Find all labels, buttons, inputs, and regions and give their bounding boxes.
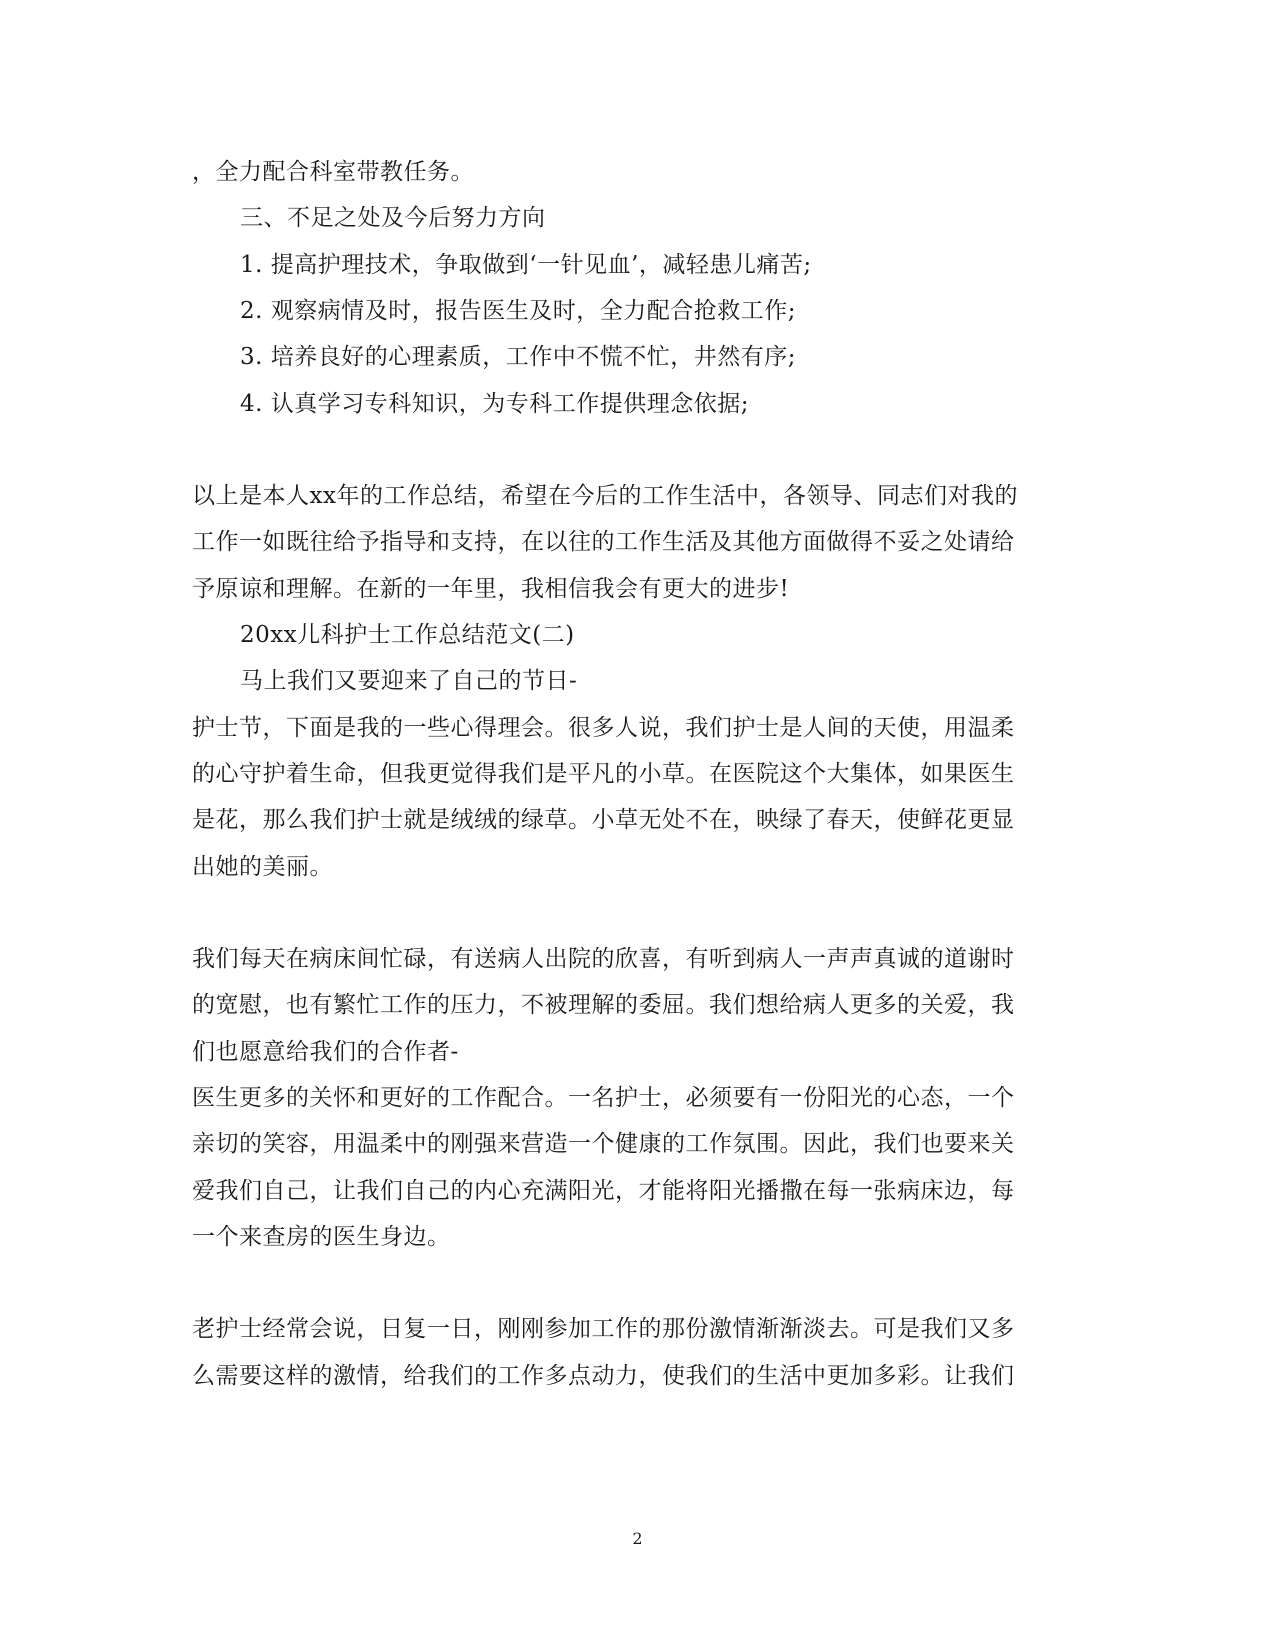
text-line: ，全力配合科室带教任务。	[192, 159, 474, 185]
text-line: 们也愿意给我们的合作者-	[192, 1039, 459, 1065]
text-line: 护士节，下面是我的一些心得理会。很多人说，我们护士是人间的天使，用温柔	[192, 715, 1015, 741]
list-item: 4. 认真学习专科知识，为专科工作提供理念依据;	[240, 391, 750, 417]
text-line: 是花，那么我们护士就是绒绒的绿草。小草无处不在，映绿了春天，使鲜花更显	[192, 807, 1015, 833]
section-heading: 三、不足之处及今后努力方向	[240, 205, 546, 231]
page-number: 2	[632, 1529, 643, 1548]
text-line: 的宽慰，也有繁忙工作的压力，不被理解的委屈。我们想给病人更多的关爱，我	[192, 992, 1015, 1018]
text-line: 我们每天在病床间忙碌，有送病人出院的欣喜，有听到病人一声声真诚的道谢时	[192, 946, 1015, 972]
text-line: 医生更多的关怀和更好的工作配合。一名护士，必须要有一份阳光的心态，一个	[192, 1085, 1015, 1111]
text-line: 老护士经常会说，日复一日，刚刚参加工作的那份激情渐渐淡去。可是我们又多	[192, 1316, 1015, 1342]
text-line: 么需要这样的激情，给我们的工作多点动力，使我们的生活中更加多彩。让我们	[192, 1363, 1015, 1389]
text-line: 亲切的笑容，用温柔中的刚强来营造一个健康的工作氛围。因此，我们也要来关	[192, 1131, 1015, 1157]
text-line: 工作一如既往给予指导和支持，在以往的工作生活及其他方面做得不妥之处请给	[192, 529, 1015, 555]
section-title: 20xx儿科护士工作总结范文(二)	[240, 622, 575, 648]
text-line: 以上是本人xx年的工作总结，希望在今后的工作生活中，各领导、同志们对我的	[192, 483, 1018, 509]
text-line: 一个来查房的医生身边。	[192, 1224, 451, 1250]
text-line: 马上我们又要迎来了自己的节日-	[240, 668, 578, 694]
text-line: 出她的美丽。	[192, 854, 333, 880]
list-item: 1. 提高护理技术，争取做到‘一针见血’，减轻患儿痛苦;	[240, 252, 812, 278]
text-line: 予原谅和理解。在新的一年里，我相信我会有更大的进步!	[192, 576, 790, 602]
list-item: 3. 培养良好的心理素质，工作中不慌不忙，井然有序;	[240, 344, 797, 370]
text-line: 的心守护着生命，但我更觉得我们是平凡的小草。在医院这个大集体，如果医生	[192, 761, 1015, 787]
text-line: 爱我们自己，让我们自己的内心充满阳光，才能将阳光播撒在每一张病床边，每	[192, 1178, 1015, 1204]
list-item: 2. 观察病情及时，报告医生及时，全力配合抢救工作;	[240, 298, 797, 324]
